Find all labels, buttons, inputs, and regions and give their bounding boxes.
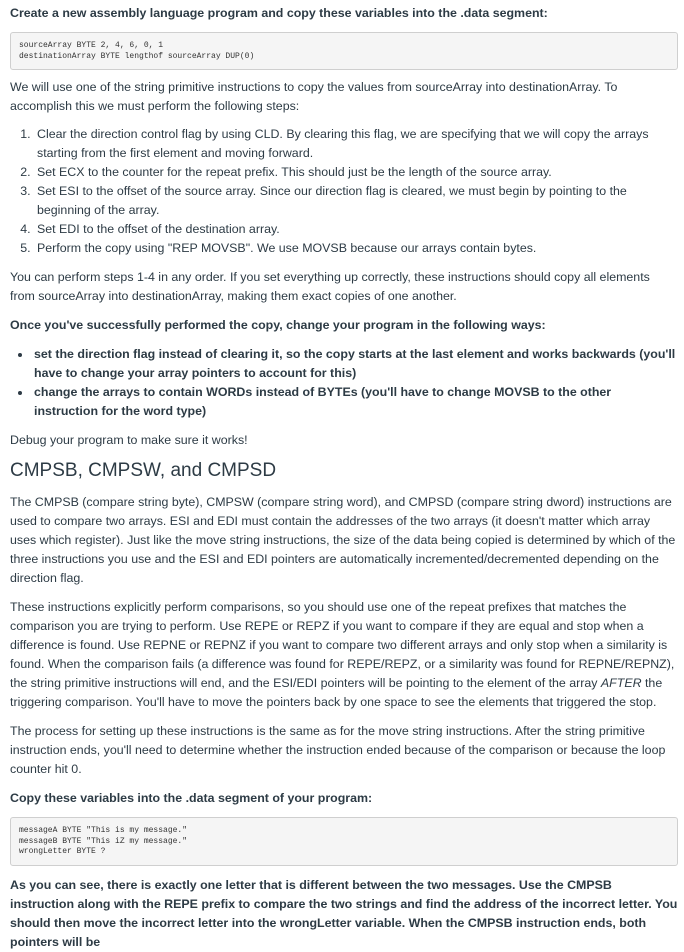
after-emphasis: AFTER (600, 676, 642, 690)
step-item: 3. Set ESI to the offset of the source array. Since our direction flag is cleared, we must begin by pointing to the beginning of the array. (34, 182, 678, 220)
step-item: 5. Perform the copy using "REP MOVSB". We use MOVSB because our arrays contain bytes. (34, 239, 678, 258)
debug-note: Debug your program to make sure it works! (10, 433, 248, 447)
step-item: 4. Set EDI to the offset of the destination array. (34, 220, 678, 239)
step-item: 1. Clear the direction control flag by using CLD. By clearing this flag, we are specifying that we will copy the arrays starting from the first element and moving forward. (34, 125, 678, 163)
change-item: • change the arrays to contain WORDs instead of BYTEs (you'll have to change MOVSB to the other instruction for the word type) (32, 383, 678, 421)
section-title: CMPSB, CMPSW, and CMPSD (10, 460, 277, 481)
setup-paragraph: The process for setting up these instructions is the same as for the move string instructions. After the string primitive instruction ends, you'll need to determine whether the instruction ended because of the comparison or because the loop counter hit 0. (10, 724, 666, 776)
intro-heading: Create a new assembly language program and copy these variables into the .data segment: (10, 6, 548, 20)
final-instructions: As you can see, there is exactly one letter that is different between the two messages. Use the CMPSB instruction along with the REPE prefix to compare the two strings and find the address of the incorrect letter. You should then move the incorrect letter into the wrongLetter variable. When the CMPSB instruction ends, both pointers will be (10, 877, 678, 949)
change-item: • set the direction flag instead of clearing it, so the copy starts at the last element and works backwards (you'll have to change your array pointers to account for this) (32, 345, 678, 383)
steps-list (10, 125, 678, 258)
changes-list (10, 345, 678, 421)
cmps-description-paragraph: The CMPSB (compare string byte), CMPSW (compare string word), and CMPSD (compare string dword) instructions are used to compare two arrays. ESI and EDI must contain the addresses of the two arrays (it doesn't matter which array uses which register). Just like the move string instructions, the size of the data being copied is determined by which of the three instructions you use and the ESI and EDI pointers are automatically incremented/decremented depending on the direction flag. (10, 495, 676, 585)
step-item: 2. Set ECX to the counter for the repeat prefix. This should just be the length of the source array. (34, 163, 678, 182)
data-segment-code-block: sourceArray BYTE 2, 4, 6, 0, 1 destinationArray BYTE lengthof sourceArray DUP(0) (10, 32, 678, 70)
repeat-prefix-paragraph: These instructions explicitly perform comparisons, so you should use one of the repeat prefixes that matches the comparison you are trying to perform. Use REPE or REPZ if you want to compare if they are equal and stop when a difference is found. Use REPNE or REPNZ if you want to compare two different arrays and only stop when a similarity is found. When the comparison fails (a difference was found for REPE/REPZ, or a similarity was found for REPNE/REPNZ), the string primitive instructions will end, and the ESI/EDI pointers will be pointing to the element of the array AFTER the triggering comparison. You'll have to move the pointers back by one space to see the elements that triggered the stop. (10, 600, 675, 709)
after-steps-paragraph: You can perform steps 1-4 in any order. If you set everything up correctly, these instructions should copy all elements from sourceArray into destinationArray, making them exact copies of one another. (10, 270, 650, 303)
changes-heading: Once you've successfully performed the copy, change your program in the following ways: (10, 318, 546, 332)
copy-variables-heading: Copy these variables into the .data segment of your program: (10, 791, 373, 805)
intro-paragraph: We will use one of the string primitive instructions to copy the values from sourceArray into destinationArray. To accomplish this we must perform the following steps: (10, 80, 618, 113)
messages-code-block: messageA BYTE "This is my message." messageB BYTE "This iZ my message." wrongLetter BYTE ? (10, 817, 678, 866)
